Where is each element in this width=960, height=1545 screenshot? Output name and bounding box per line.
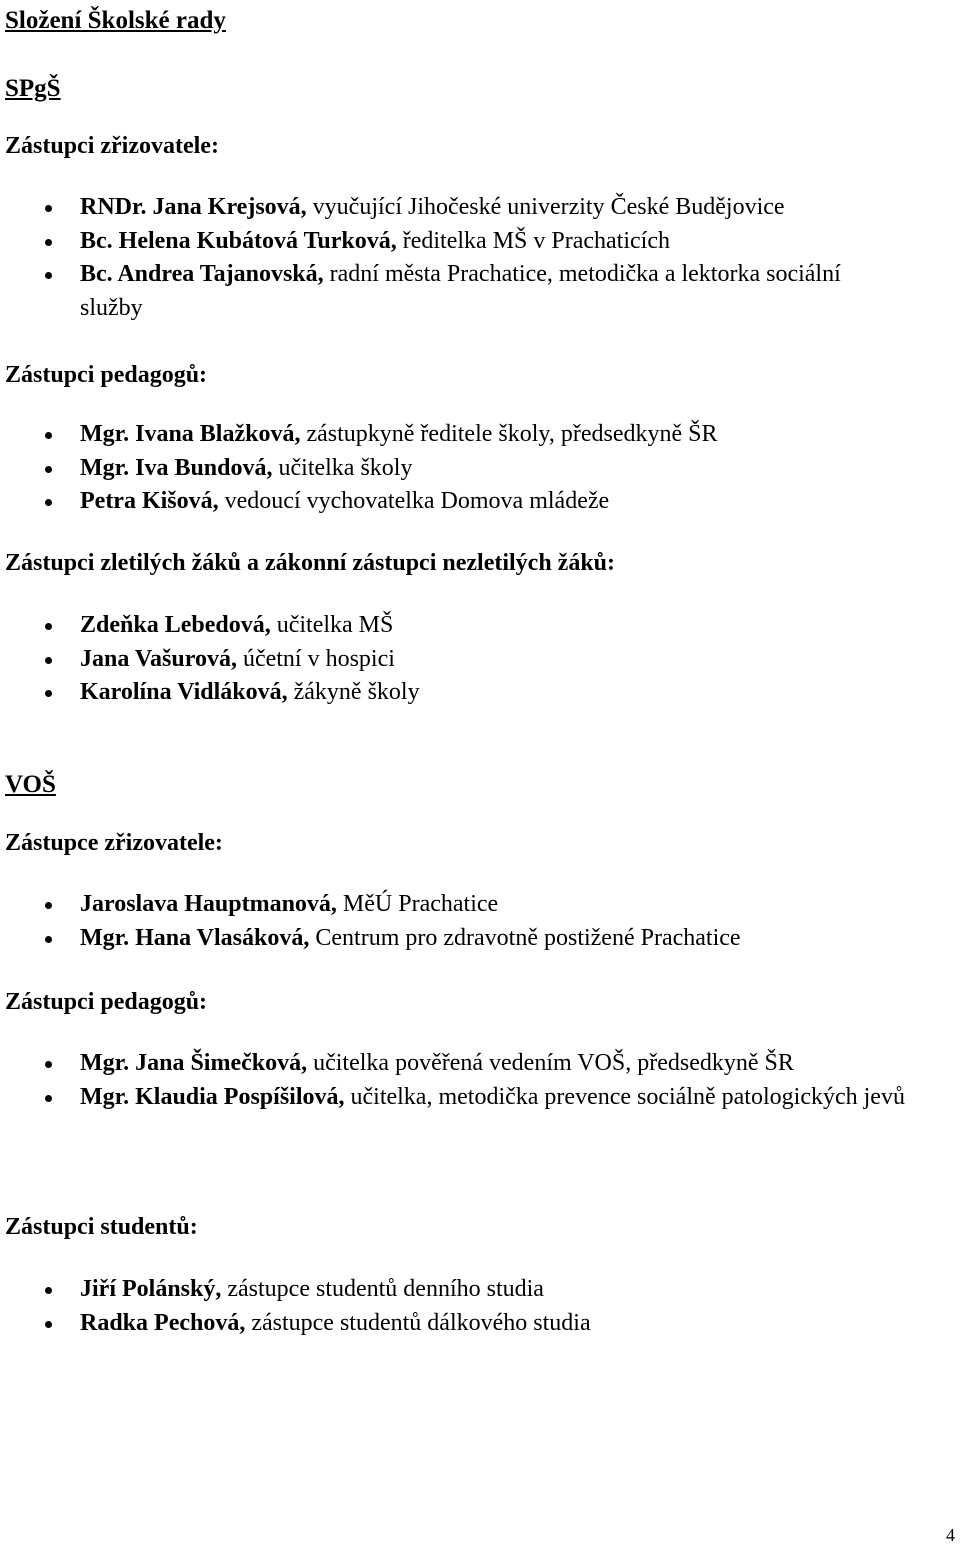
member-list-vos-zrizovatel — [5, 888, 945, 955]
group-title-vos-zrizovatel: Zástupce zřizovatele: — [5, 830, 223, 856]
member-list-vos-pedagogove — [5, 1047, 945, 1114]
member-list-vos-studenti — [5, 1273, 945, 1340]
bullet-icon — [45, 1321, 52, 1328]
bullet-icon — [45, 1287, 52, 1294]
member-role: Centrum pro zdravotně postižené Prachatice — [309, 924, 741, 951]
list-item — [5, 225, 945, 259]
group-title-spgs-pedagogove: Zástupci pedagogů: — [5, 362, 208, 388]
member-role: radní města Prachatice, metodička a lektorka sociální služby — [80, 261, 841, 321]
member-list-spgs-pedagogove — [5, 418, 945, 519]
member-role: vyučující Jihočeské univerzity České Budějovice — [306, 194, 785, 220]
member-list-spgs-zrizovatel — [5, 191, 945, 325]
list-item — [5, 1047, 945, 1081]
member-role: zástupkyně ředitele školy, předsedkyně ŠR — [300, 421, 718, 447]
list-item — [5, 418, 945, 452]
list-item — [5, 1273, 945, 1307]
member-role: učitelka, metodička prevence sociálně patologických jevů — [344, 1083, 905, 1110]
member-name: Mgr. Jana Šimečková, — [80, 1050, 308, 1076]
list-item — [5, 1307, 945, 1341]
section-heading-vos: VOŠ — [5, 771, 56, 798]
member-name: Zdeňka Lebedová, — [80, 612, 271, 638]
member-role: zástupce studentů dálkového studia — [245, 1309, 591, 1336]
member-name: Jaroslava Hauptmanová, — [80, 891, 337, 917]
bullet-icon — [45, 1061, 52, 1068]
member-name: Petra Kišová, — [80, 488, 219, 514]
member-role: učitelka MŠ — [270, 612, 394, 638]
member-role: učitelka školy — [272, 454, 413, 481]
member-name: Radka Pechová, — [80, 1309, 246, 1336]
member-name: Mgr. Klaudia Pospíšilová, — [80, 1083, 345, 1110]
page-title: Složení Školské rady — [5, 7, 226, 34]
member-role: zástupce studentů denního studia — [221, 1276, 544, 1302]
member-role: žákyně školy — [287, 679, 420, 705]
list-item — [5, 888, 945, 922]
member-name: RNDr. Jana Krejsová, — [80, 194, 307, 220]
list-item — [5, 676, 945, 710]
bullet-icon — [45, 1095, 52, 1102]
list-item — [5, 191, 945, 225]
member-name: Jana Vašurová, — [80, 645, 237, 672]
group-title-spgs-zaci: Zástupci zletilých žáků a zákonní zástupci nezletilých žáků: — [5, 550, 616, 576]
bullet-icon — [45, 690, 52, 697]
member-name: Bc. Andrea Tajanovská, — [80, 261, 324, 287]
bullet-icon — [45, 657, 52, 664]
bullet-icon — [45, 902, 52, 909]
list-item — [5, 485, 945, 519]
member-name: Mgr. Ivana Blažková, — [80, 421, 301, 447]
list-item — [5, 922, 945, 956]
group-title-vos-studenti: Zástupci studentů: — [5, 1214, 198, 1240]
bullet-icon — [45, 466, 52, 473]
member-name: Jiří Polánský, — [80, 1276, 222, 1302]
member-role: učitelka pověřená vedením VOŠ, předsedkyně ŠR — [307, 1050, 794, 1076]
bullet-icon — [45, 239, 52, 246]
member-name: Mgr. Hana Vlasáková, — [80, 924, 310, 951]
bullet-icon — [45, 936, 52, 943]
member-role: vedoucí vychovatelka Domova mládeže — [218, 488, 610, 514]
list-item — [5, 1081, 945, 1115]
member-role: MěÚ Prachatice — [336, 891, 499, 917]
member-role: účetní v hospici — [236, 645, 395, 672]
section-heading-spgs: SPgŠ — [5, 75, 61, 102]
bullet-icon — [45, 272, 52, 279]
bullet-icon — [45, 499, 52, 506]
list-item — [5, 258, 945, 325]
member-name: Karolína Vidláková, — [80, 679, 288, 705]
page-number: 4 — [946, 1525, 955, 1545]
member-name: Bc. Helena Kubátová Turková, — [80, 227, 397, 254]
group-title-vos-pedagogove: Zástupci pedagogů: — [5, 989, 208, 1015]
bullet-icon — [45, 432, 52, 439]
bullet-icon — [45, 623, 52, 630]
list-item — [5, 452, 945, 486]
member-name: Mgr. Iva Bundová, — [80, 454, 273, 481]
bullet-icon — [45, 205, 52, 212]
list-item — [5, 609, 945, 643]
list-item — [5, 643, 945, 677]
member-list-spgs-zaci — [5, 609, 945, 710]
member-role: ředitelka MŠ v Prachaticích — [396, 227, 670, 254]
group-title-spgs-zrizovatel: Zástupci zřizovatele: — [5, 133, 219, 159]
